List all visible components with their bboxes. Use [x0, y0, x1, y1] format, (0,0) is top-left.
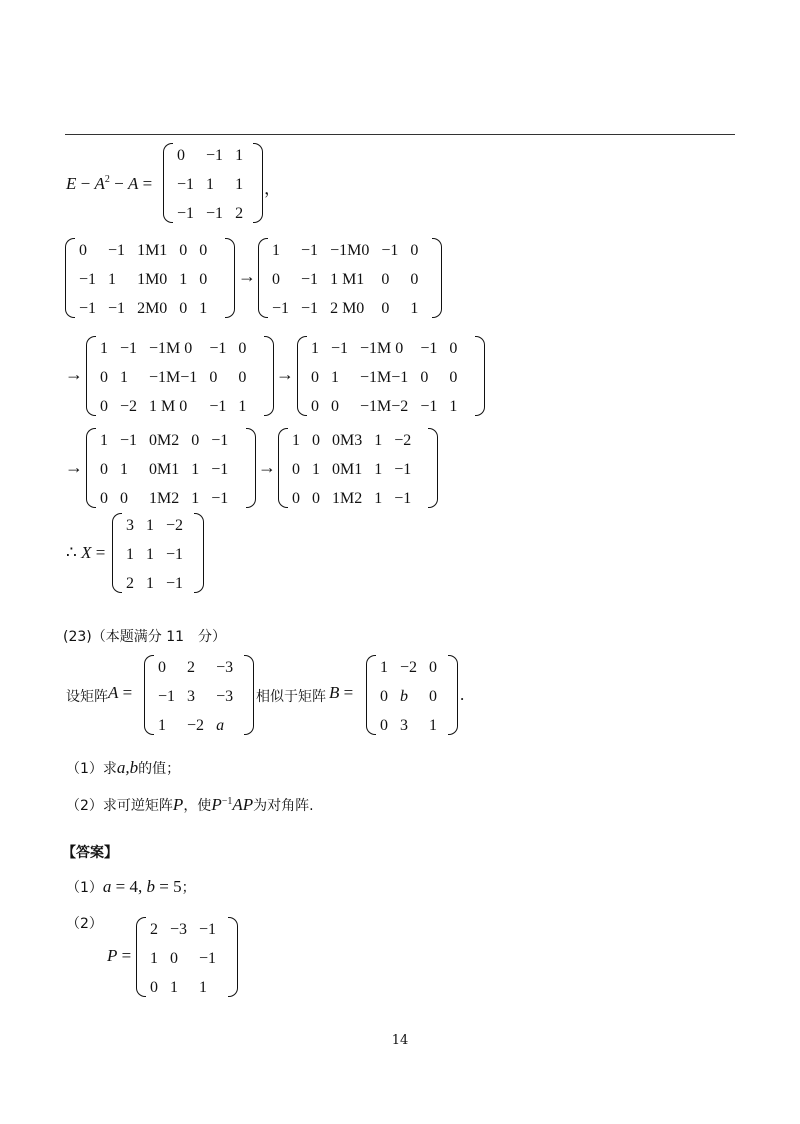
matrix-row [144, 973, 222, 1002]
matrix-body [266, 236, 424, 323]
matrix-cell: 1 [312, 461, 320, 478]
matrix-cell: 0 [209, 369, 218, 386]
matrix-cell: −1 [120, 340, 138, 357]
matrix-cell: 1 [449, 398, 458, 415]
matrix-row [266, 236, 424, 265]
page-number: 14 [391, 1033, 409, 1048]
matrix-cell: 1 [235, 176, 244, 193]
matrix-row [120, 540, 189, 569]
q2-exponent: −1 [221, 796, 233, 808]
right-paren [225, 238, 235, 318]
matrix-cell: 1 [206, 176, 215, 193]
q2-suffix: 为对角阵. [253, 798, 314, 814]
matrix-cell: 0 [449, 340, 458, 357]
matrix-cell: 0 [177, 147, 185, 164]
matrix-row [266, 265, 424, 294]
matrix-cell: −2 [120, 398, 138, 415]
matrix-cell: 1 [126, 546, 134, 563]
A-equals: = [118, 683, 133, 702]
right-arrow-icon: → [65, 457, 83, 477]
matrix-cell: 0 [238, 369, 247, 386]
matrix-cell: 1M2 [332, 490, 363, 507]
q2-P: P [172, 795, 184, 814]
matrix-cell: 1 M 0 [149, 398, 188, 415]
matrix-cell: 1 [311, 340, 319, 357]
matrix-cell: 1M1 [137, 242, 168, 259]
matrix-cell: 1 [410, 300, 419, 317]
matrix-body [152, 653, 239, 740]
matrix-cell: 1 [238, 398, 247, 415]
right-arrow-icon: → [65, 364, 83, 384]
eq1-minus: − [76, 174, 95, 193]
matrix-cell: 0 [100, 369, 108, 386]
matrix-cell: 0M1 [149, 461, 180, 478]
matrix-cell: 0 [100, 490, 108, 507]
matrix-cell: −1 [177, 176, 195, 193]
matrix-cell: −2 [400, 659, 418, 676]
matrix-row [73, 294, 213, 323]
a1-semicolon: ； [181, 880, 196, 896]
matrix-cell: 1 [374, 432, 383, 449]
matrix-cell: 2 [150, 921, 158, 938]
matrix-cell: 0 [312, 432, 320, 449]
matrix-cell: −3 [216, 688, 234, 705]
matrix-cell: b [400, 688, 408, 705]
matrix-cell: −1 [166, 575, 184, 592]
matrix-cell: −1 [209, 340, 227, 357]
matrix-cell: −1 [79, 271, 97, 288]
matrix-cell: 1 [429, 717, 438, 734]
matrix-cell: −1 [301, 271, 319, 288]
problem-23-period: . [460, 685, 465, 704]
matrix-cell: 0 [381, 271, 390, 288]
matrix-cell: 1 [374, 490, 383, 507]
matrix-cell: 1 [380, 659, 388, 676]
matrix-cell: 0 [150, 979, 158, 996]
matrix-row [94, 455, 234, 484]
matrix-cell: −3 [216, 659, 234, 676]
matrix-cell: 1 [191, 461, 200, 478]
matrix-cell: 0 [311, 369, 319, 386]
matrix-cell: 1 [199, 979, 208, 996]
right-paren [264, 336, 274, 416]
q2-expr-AP: AP [232, 795, 254, 814]
answer-P-lhs [107, 946, 131, 966]
matrix-cell: 0 [100, 398, 108, 415]
matrix-cell: 0 [199, 271, 208, 288]
matrix-cell: −1 [420, 398, 438, 415]
matrix-cell: 1 [158, 717, 166, 734]
matrix-cell: −1M0 [330, 242, 370, 259]
matrix-cell: 1 [331, 369, 339, 386]
matrix-body [120, 511, 189, 598]
matrix-cell: 0 [158, 659, 166, 676]
eq1-E: E [66, 174, 77, 193]
matrix-row [73, 236, 213, 265]
matrix-cell: 0 [191, 432, 200, 449]
result-equals: = [91, 543, 106, 562]
matrix-cell: 0M1 [332, 461, 363, 478]
matrix-row [152, 682, 239, 711]
matrix-cell: −1 [394, 461, 412, 478]
matrix-cell: 1 [292, 432, 300, 449]
matrix-cell: 0 [311, 398, 319, 415]
matrix-row [120, 511, 189, 540]
matrix-cell: −3 [170, 921, 188, 938]
a1-prefix: （1） [66, 880, 103, 896]
matrix [144, 655, 254, 735]
matrix-row [94, 484, 234, 513]
matrix-cell: 0 [199, 242, 208, 259]
matrix-cell: 2 [187, 659, 196, 676]
eq1-minus-2: − [109, 174, 128, 193]
matrix-row [152, 653, 239, 682]
matrix-cell: 1 [170, 979, 178, 996]
right-paren [244, 655, 254, 735]
matrix-cell: −1 [79, 300, 97, 317]
answer-2-prefix: （2） [66, 916, 103, 932]
right-paren [432, 238, 442, 318]
matrix-cell: −1 [420, 340, 438, 357]
header-rule [65, 134, 735, 135]
matrix-cell: 1 M1 [330, 271, 365, 288]
matrix-cell: −1 [108, 242, 126, 259]
P-equals: = [117, 946, 132, 965]
matrix-cell: −1M−1 [149, 369, 198, 386]
matrix-cell: 0 [179, 242, 188, 259]
matrix-body [94, 426, 234, 513]
matrix-cell: −1M−1 [360, 369, 409, 386]
matrix-cell: 1M2 [149, 490, 180, 507]
matrix-row [152, 711, 239, 740]
matrix-cell: 0 [449, 369, 458, 386]
matrix-cell: −1M−2 [360, 398, 409, 415]
matrix-cell: 0 [380, 688, 388, 705]
matrix-body [171, 141, 249, 228]
eq1-A: A [94, 174, 105, 193]
matrix-row [94, 363, 252, 392]
right-paren [228, 917, 238, 997]
matrix-row [94, 392, 252, 421]
matrix-cell: a [216, 717, 225, 734]
eq1-lhs [66, 174, 152, 194]
matrix-body [73, 236, 213, 323]
matrix-cell: 1 [100, 340, 108, 357]
matrix-cell: −1 [211, 461, 229, 478]
matrix-cell: 0 [420, 369, 429, 386]
matrix-cell: 2M0 [137, 300, 168, 317]
matrix [163, 143, 263, 223]
matrix-cell: 0 [170, 950, 178, 967]
matrix [278, 428, 438, 508]
matrix-cell: 2 [126, 575, 134, 592]
a1-a: a [102, 877, 112, 896]
P-var: P [107, 946, 118, 965]
q1-prefix: （1）求 [66, 761, 117, 777]
matrix-cell: 1 [272, 242, 280, 259]
matrix [258, 238, 442, 318]
matrix-cell: 0 [79, 242, 87, 259]
matrix [86, 428, 256, 508]
right-arrow-icon: → [258, 457, 276, 477]
matrix-cell: 1M0 [137, 271, 168, 288]
matrix-cell: 0 [381, 300, 390, 317]
matrix-body [374, 653, 443, 740]
matrix-cell: −1 [211, 432, 229, 449]
B-equals: = [339, 683, 354, 702]
matrix-cell: 0 [410, 242, 419, 259]
q2-mid: ，使 [183, 798, 212, 814]
eq1-comma: ， [264, 179, 281, 198]
matrix-cell: −2 [166, 517, 184, 534]
right-paren [428, 428, 438, 508]
matrix [65, 238, 235, 318]
matrix-cell: 1 [108, 271, 117, 288]
result-X: X [81, 543, 92, 562]
matrix-cell: 0 [272, 271, 280, 288]
matrix-row [305, 334, 463, 363]
matrix-cell: −1 [209, 398, 227, 415]
matrix-cell: 0 [410, 271, 419, 288]
matrix-row [374, 682, 443, 711]
matrix-cell: 1 [120, 461, 128, 478]
matrix-cell: 1 [179, 271, 188, 288]
matrix-cell: −1 [177, 205, 195, 222]
matrix-cell: −1 [272, 300, 290, 317]
matrix-cell: −1 [120, 432, 138, 449]
q2-prefix: （2）求可逆矩阵 [66, 798, 173, 814]
q1-suffix: 的值； [138, 761, 181, 777]
matrix-cell: 3 [126, 517, 134, 534]
matrix-body [286, 426, 417, 513]
matrix [136, 917, 238, 997]
matrix-cell: 0 [429, 688, 438, 705]
q1-math: a,b [116, 758, 139, 777]
matrix-cell: −1 [206, 205, 224, 222]
matrix-cell: 0 [179, 300, 188, 317]
matrix-row [305, 363, 463, 392]
matrix-cell: 0 [120, 490, 128, 507]
question-1 [66, 758, 180, 778]
right-paren [246, 428, 256, 508]
eq1-A-2: A [127, 174, 139, 193]
B-var: B [329, 683, 340, 702]
matrix-cell: 0 [292, 490, 300, 507]
matrix [366, 655, 458, 735]
right-paren [253, 143, 263, 223]
matrix-cell: 0M2 [149, 432, 180, 449]
matrix-cell: −1 [211, 490, 229, 507]
matrix-cell: 0 [331, 398, 339, 415]
matrix-cell: 0 [380, 717, 388, 734]
q2-expr-P: P [211, 795, 222, 814]
matrix-row [305, 392, 463, 421]
matrix-B-lhs [329, 683, 353, 703]
matrix-cell: −1 [331, 340, 349, 357]
a1-mid: = 4, [111, 877, 147, 896]
problem-23-header: (23)（本题满分 11 分） [63, 629, 227, 645]
matrix-cell: 1 [120, 369, 128, 386]
matrix-row [171, 170, 249, 199]
result-lhs [66, 543, 105, 563]
matrix-cell: 1 [146, 575, 154, 592]
matrix-row [374, 711, 443, 740]
matrix-cell: −1 [206, 147, 224, 164]
matrix-row [171, 141, 249, 170]
matrix-row [374, 653, 443, 682]
matrix-cell: −1 [158, 688, 176, 705]
matrix-cell: 0 [100, 461, 108, 478]
matrix [112, 513, 204, 593]
matrix-cell: −2 [394, 432, 412, 449]
problem-23-intro: 设矩阵 [66, 689, 108, 705]
matrix-cell: 2 [235, 205, 244, 222]
right-paren [194, 513, 204, 593]
right-paren [448, 655, 458, 735]
matrix-cell: 0 [429, 659, 438, 676]
right-paren [475, 336, 485, 416]
matrix-cell: 3 [400, 717, 408, 734]
matrix-body [94, 334, 252, 421]
matrix-cell: 0 [312, 490, 320, 507]
matrix-cell: 1 [150, 950, 158, 967]
matrix-row [144, 915, 222, 944]
therefore-symbol: ∴ [66, 543, 82, 562]
matrix-row [73, 265, 213, 294]
eq1-equals: = [138, 174, 153, 193]
matrix-cell: 1 [100, 432, 108, 449]
matrix-body [305, 334, 463, 421]
matrix-row [171, 199, 249, 228]
matrix-cell: −1 [199, 950, 217, 967]
matrix-cell: 1 [374, 461, 383, 478]
matrix-body [144, 915, 222, 1002]
answer-1 [66, 877, 196, 897]
matrix [297, 336, 485, 416]
matrix-cell: −1 [199, 921, 217, 938]
matrix-cell: 1 [146, 517, 154, 534]
similar-text: 相似于矩阵 [256, 689, 326, 705]
matrix-row [286, 455, 417, 484]
matrix-cell: 1 [235, 147, 244, 164]
matrix-row [144, 944, 222, 973]
matrix [86, 336, 274, 416]
matrix-cell: 2 M0 [330, 300, 365, 317]
matrix-cell: −1 [381, 242, 399, 259]
matrix-row [94, 426, 234, 455]
matrix-cell: −2 [187, 717, 205, 734]
matrix-cell: 0 [292, 461, 300, 478]
matrix-cell: −1 [108, 300, 126, 317]
A-var: A [108, 683, 119, 702]
matrix-cell: 1 [191, 490, 200, 507]
matrix-cell: −1 [301, 300, 319, 317]
matrix-A-lhs [108, 683, 132, 703]
matrix-row [94, 334, 252, 363]
matrix-cell: −1M 0 [149, 340, 193, 357]
eq1-exponent: 2 [104, 174, 110, 186]
matrix-cell: −1 [394, 490, 412, 507]
matrix-row [286, 484, 417, 513]
matrix-cell: 1 [146, 546, 154, 563]
right-arrow-icon: → [238, 266, 256, 286]
a1-end: = 5 [155, 877, 182, 896]
right-arrow-icon: → [276, 364, 294, 384]
matrix-cell: −1 [301, 242, 319, 259]
matrix-row [286, 426, 417, 455]
matrix-cell: −1M 0 [360, 340, 404, 357]
matrix-cell: 0M3 [332, 432, 363, 449]
matrix-cell: 0 [238, 340, 247, 357]
matrix-row [266, 294, 424, 323]
question-2 [66, 795, 314, 815]
matrix-cell: 3 [187, 688, 196, 705]
answer-label: 【答案】 [62, 845, 118, 861]
a1-b: b [146, 877, 156, 896]
matrix-cell: 1 [199, 300, 208, 317]
matrix-row [120, 569, 189, 598]
matrix-cell: −1 [166, 546, 184, 563]
